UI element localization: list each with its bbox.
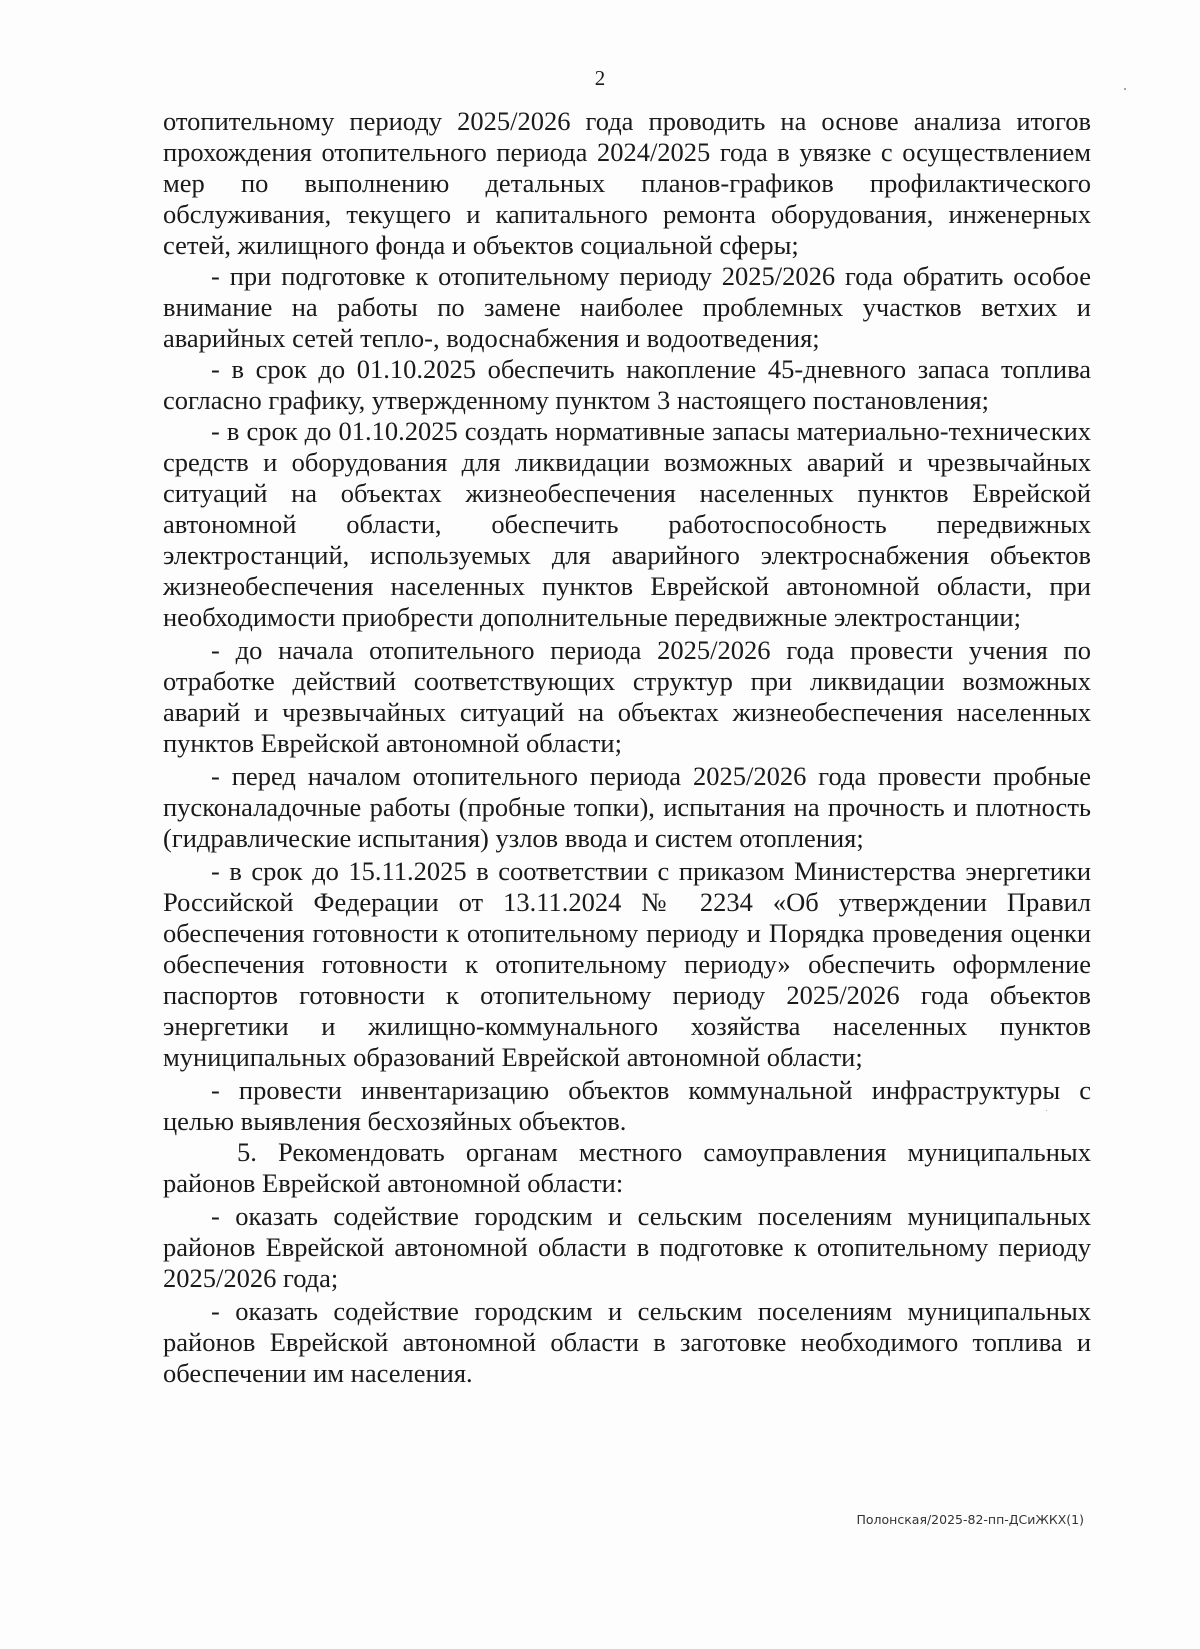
paragraph-drills: - до начала отопительного периода 2025/2026 года провести учения по отработке действий соответствующих структур при ликвидации возможных аварий и чрезвычайных ситуаций на объектах жизнеобеспечения населенных пунктов Еврейской автономной области;	[163, 635, 1091, 758]
paragraph-material-reserves: - в срок до 01.10.2025 создать нормативные запасы материально-технических средств и оборудования для ликвидации возможных аварий и чрезвычайных ситуаций на объектах жизнеобеспечения населенных пунктов Еврейской автономной области, обеспечить работоспособность передвижных электростанций, используемых для аварийного электроснабжения объектов жизнеобеспечения населенных пунктов Еврейской автономной области, при необходимости приобрести дополнительные передвижные электростанции;	[163, 416, 1091, 632]
paragraph-assist-fuel: - оказать содействие городским и сельским поселениям муниципальных районов Еврейской автономной области в заготовке необходимого топлива и обеспечении им населения.	[163, 1296, 1091, 1388]
scan-speck	[1046, 1110, 1047, 1111]
scan-speck	[1124, 88, 1126, 90]
paragraph-trial-runs: - перед началом отопительного периода 2025/2026 года провести пробные пусконаладочные работы (пробные топки), испытания на прочность и плотность (гидравлические испытания) узлов ввода и систем отопления;	[163, 761, 1091, 853]
document-reference-code: Полонская/2025-82-пп-ДСиЖКХ(1)	[856, 1512, 1084, 1527]
paragraph-readiness-passports: - в срок до 15.11.2025 в соответствии с приказом Министерства энергетики Российской Федерации от 13.11.2024 № 2234 «Об утверждении Правил обеспечения готовности к отопительному периоду и Порядка проведения оценки обеспечения готовности к отопительному периоду» обеспечить оформление паспортов готовности к отопительному периоду 2025/2026 года объектов энергетики и жилищно-коммунального хозяйства населенных пунктов муниципальных образований Еврейской автономной области;	[163, 856, 1091, 1072]
paragraph-fuel-reserve: - в срок до 01.10.2025 обеспечить накопление 45-дневного запаса топлива согласно графику, утвержденному пунктом 3 настоящего постановления;	[163, 354, 1091, 415]
paragraph-assist-preparation: - оказать содействие городским и сельским поселениям муниципальных районов Еврейской автономной области в подготовке к отопительному периоду 2025/2026 года;	[163, 1201, 1091, 1293]
page-number: 2	[594, 66, 606, 90]
paragraph-continuation: отопительному периоду 2025/2026 года проводить на основе анализа итогов прохождения отопительного периода 2024/2025 года в увязке с осуществлением мер по выполнению детальных планов-графиков профилактического обслуживания, текущего и капитального ремонта оборудования, инженерных сетей, жилищного фонда и объектов социальной сферы;	[163, 106, 1091, 260]
paragraph-item-5: 5. Рекомендовать органам местного самоуправления муниципальных районов Еврейской автономной области:	[163, 1137, 1091, 1198]
document-body	[163, 106, 1091, 1389]
paragraph-heating-networks: - при подготовке к отопительному периоду 2025/2026 года обратить особое внимание на работы по замене наиболее проблемных участков ветхих и аварийных сетей тепло-, водоснабжения и водоотведения;	[163, 261, 1091, 353]
paragraph-inventory: - провести инвентаризацию объектов коммунальной инфраструктуры с целью выявления бесхозяйных объектов.	[163, 1075, 1091, 1136]
